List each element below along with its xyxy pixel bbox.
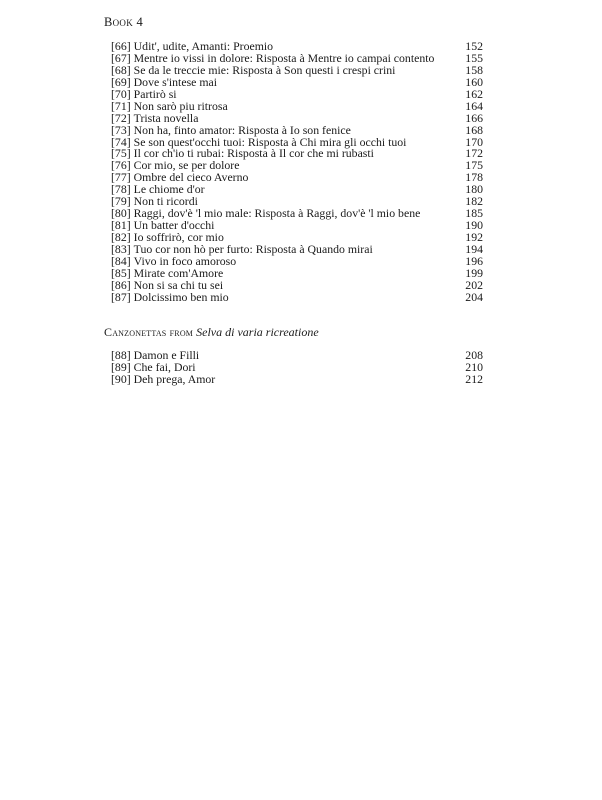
entry-page-number: 172 [465, 146, 483, 161]
entry-title: Se son quest'occhi tuoi: Risposta à Chi mira gli occhi tuoi [133, 134, 407, 149]
entry-number: [78] [111, 182, 131, 197]
entry-page-number: 199 [465, 265, 483, 280]
entry-number: [75] [111, 146, 131, 161]
entry-title: Le chiome d'or [133, 182, 205, 197]
entry-number: [76] [111, 158, 131, 173]
entry-title: Dove s'intese mai [133, 74, 218, 89]
entry-number: [79] [111, 194, 131, 209]
entry-page-number: 166 [465, 110, 483, 125]
entry-title: Ombre del cieco Averno [133, 170, 249, 185]
entry-number: [82] [111, 230, 131, 244]
entry-title: Deh prega, Amor [133, 371, 216, 386]
entry-page-number: 210 [465, 359, 483, 374]
section-heading-title: Selva di varia ricreatione [196, 325, 319, 339]
entry-page-number: 162 [465, 86, 483, 101]
entry-title: Un batter d'occhi [133, 218, 215, 233]
entry-title: Che fai, Dori [133, 359, 196, 374]
section-heading [104, 325, 319, 340]
entry-page-number: 164 [465, 98, 483, 113]
entry-page-number: 152 [465, 39, 483, 53]
entry-number: [89] [111, 359, 131, 374]
entry-number: [68] [111, 62, 131, 77]
entry-title: Udit', udite, Amanti: Proemio [133, 39, 274, 53]
entry-title: Il cor ch'io ti rubai: Risposta à Il cor che mi rubasti [133, 146, 374, 161]
entry-title: Non ha, finto amator: Risposta à Io son fenice [133, 122, 351, 137]
entry-title: Non ti ricordi [133, 194, 198, 209]
entry-page-number: 204 [465, 289, 483, 304]
entry-number: [69] [111, 74, 131, 89]
entry-title: Mirate com'Amore [133, 265, 224, 280]
entry-title: Se da le treccie mie: Risposta à Son questi i crespi crini [133, 62, 396, 77]
entry-number: [71] [111, 98, 131, 113]
entry-page-number: 170 [465, 134, 483, 149]
running-head: Book 4 [104, 15, 144, 29]
section-heading-prefix: Canzonettas from [104, 325, 194, 339]
entry-page-number: 158 [465, 62, 483, 77]
entry-title: Io soffrirò, cor mio [133, 230, 224, 244]
entry-title: Raggi, dov'è 'l mio male: Risposta à Raggi, dov'è 'l mio bene [133, 206, 421, 221]
entry-title: Non si sa chi tu sei [133, 277, 224, 292]
entry-page-number: 175 [465, 158, 483, 173]
entry-page-number: 194 [465, 241, 483, 256]
entry-number: [84] [111, 253, 131, 268]
entry-number: [66] [111, 39, 131, 53]
entry-page-number: 180 [465, 182, 483, 197]
entry-page-number: 190 [465, 218, 483, 233]
entry-page-number: 208 [465, 348, 483, 362]
entry-number: [85] [111, 265, 131, 280]
entry-title: Vivo in foco amoroso [133, 253, 237, 268]
entry-number: [81] [111, 218, 131, 233]
entry-page-number: 168 [465, 122, 483, 137]
entry-number: [88] [111, 348, 131, 362]
entry-page-number: 212 [465, 371, 483, 386]
entry-title: Mentre io vissi in dolore: Risposta à Mentre io campai contento [133, 50, 435, 65]
entry-page-number: 182 [465, 194, 483, 209]
entry-number: [77] [111, 170, 131, 185]
entry-page-number: 192 [465, 230, 483, 244]
entry-number: [90] [111, 371, 131, 386]
entry-title: Dolcissimo ben mio [133, 289, 229, 304]
entry-page-number: 202 [465, 277, 483, 292]
entry-title: Tuo cor non hò per furto: Risposta à Quando mirai [133, 241, 373, 256]
entry-title: Cor mio, se per dolore [133, 158, 240, 173]
entry-number: [67] [111, 50, 131, 65]
entry-number: [72] [111, 110, 131, 125]
entry-page-number: 160 [465, 74, 483, 89]
entry-number: [73] [111, 122, 131, 137]
entry-title: Trista novella [133, 110, 199, 125]
toc-entry [111, 371, 483, 386]
entry-number: [87] [111, 289, 131, 304]
entry-number: [80] [111, 206, 131, 221]
entry-title: Partirò si [133, 86, 177, 101]
entry-page-number: 196 [465, 253, 483, 268]
entry-number: [74] [111, 134, 131, 149]
entry-title: Damon e Filli [133, 348, 200, 362]
entry-page-number: 178 [465, 170, 483, 185]
entry-number: [83] [111, 241, 131, 256]
entry-number: [86] [111, 277, 131, 292]
toc-main-list [111, 41, 483, 304]
toc-canzonetta-list [111, 350, 483, 386]
entry-page-number: 185 [465, 206, 483, 221]
entry-title: Non sarò piu ritrosa [133, 98, 228, 113]
entry-number: [70] [111, 86, 131, 101]
toc-entry [111, 289, 483, 304]
entry-page-number: 155 [465, 50, 483, 65]
